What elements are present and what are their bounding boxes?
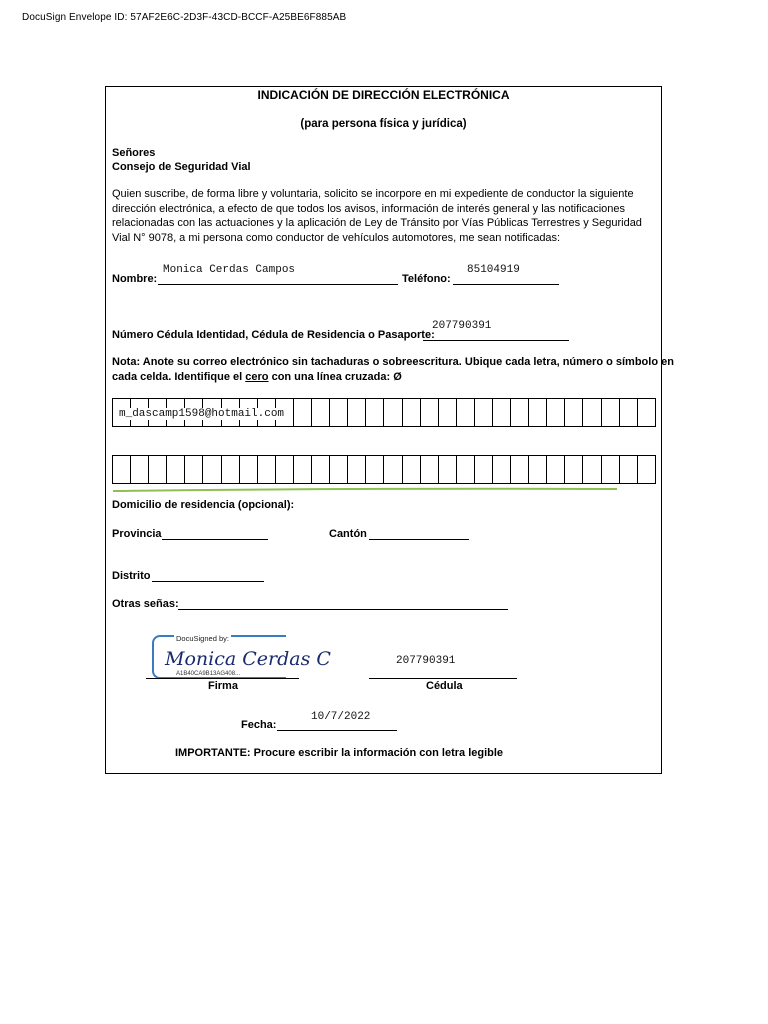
recipient: Consejo de Seguridad Vial	[112, 161, 251, 173]
signature-hash: A1B40CA9B13AG408...	[176, 671, 241, 677]
domicilio-label: Domicilio de residencia (opcional):	[112, 499, 295, 511]
form-title: INDICACIÓN DE DIRECCIÓN ELECTRÓNICA	[257, 88, 510, 102]
important-label: IMPORTANTE:	[175, 747, 251, 759]
nota-cero-word: cero	[245, 371, 269, 383]
nota-text-b: con una línea cruzada: Ø	[268, 371, 402, 383]
firma-line	[146, 678, 299, 679]
fecha-line	[277, 730, 397, 731]
green-underline-mark	[112, 486, 618, 494]
nombre-line	[158, 284, 398, 285]
nota-line-1: Nota: Anote su correo electrónico sin tachaduras o sobreescritura. Ubique cada letra, número o símbolo en	[112, 356, 674, 368]
form-subtitle: (para persona física y jurídica)	[300, 118, 467, 130]
fecha-label: Fecha:	[241, 719, 277, 731]
otras-senas-line	[178, 609, 508, 610]
canton-label: Cantón	[329, 528, 367, 540]
otras-senas-label: Otras señas:	[112, 598, 179, 610]
telefono-line	[453, 284, 559, 285]
telefono-label: Teléfono:	[402, 273, 451, 285]
envelope-id: DocuSign Envelope ID: 57AF2E6C-2D3F-43CD-BCCF-A25BE6F885AB	[22, 12, 347, 23]
cedula-label: Cédula	[426, 680, 463, 692]
fecha-value: 10/7/2022	[311, 711, 371, 723]
nota-line-2	[112, 371, 402, 383]
nombre-label: Nombre:	[112, 273, 158, 285]
email-value: m_dascamp1598@hotmail.com	[119, 408, 285, 420]
salutation: Señores	[112, 147, 156, 159]
signature-image: Monica Cerdas C	[165, 648, 331, 670]
docusigned-by-label: DocuSigned by:	[176, 634, 229, 643]
important-note	[175, 747, 503, 759]
firma-label: Firma	[208, 680, 238, 692]
provincia-line	[162, 539, 268, 540]
nombre-value: Monica Cerdas Campos	[163, 264, 296, 276]
telefono-value: 85104919	[467, 264, 520, 276]
distrito-line	[152, 581, 264, 582]
intro-paragraph: Quien suscribe, de forma libre y voluntaria, solicito se incorpore en mi expediente de conductor la siguiente dirección electrónica, a efecto de que todos los avisos, información de interés general y las notificaciones relacionadas con las actuaciones y la aplicación de Ley de Tránsito por Vías Públicas Terrestres y Seguridad Vial N° 9078, a mi persona como conductor de vehículos automotores, me sean notificadas:	[112, 188, 642, 244]
nota-text-a: cada celda. Identifique el	[112, 371, 246, 383]
email-grid-row-2[interactable]	[112, 455, 656, 484]
distrito-label: Distrito	[112, 570, 151, 582]
provincia-label: Provincia	[112, 528, 162, 540]
cedula-id-line	[423, 340, 569, 341]
cedula-id-value: 207790391	[432, 320, 492, 332]
cedula-value: 207790391	[396, 655, 456, 667]
cedula-line	[369, 678, 517, 679]
canton-line	[369, 539, 469, 540]
important-text: Procure escribir la información con letra legible	[250, 747, 504, 759]
cedula-id-label: Número Cédula Identidad, Cédula de Residencia o Pasaporte:	[112, 329, 435, 341]
